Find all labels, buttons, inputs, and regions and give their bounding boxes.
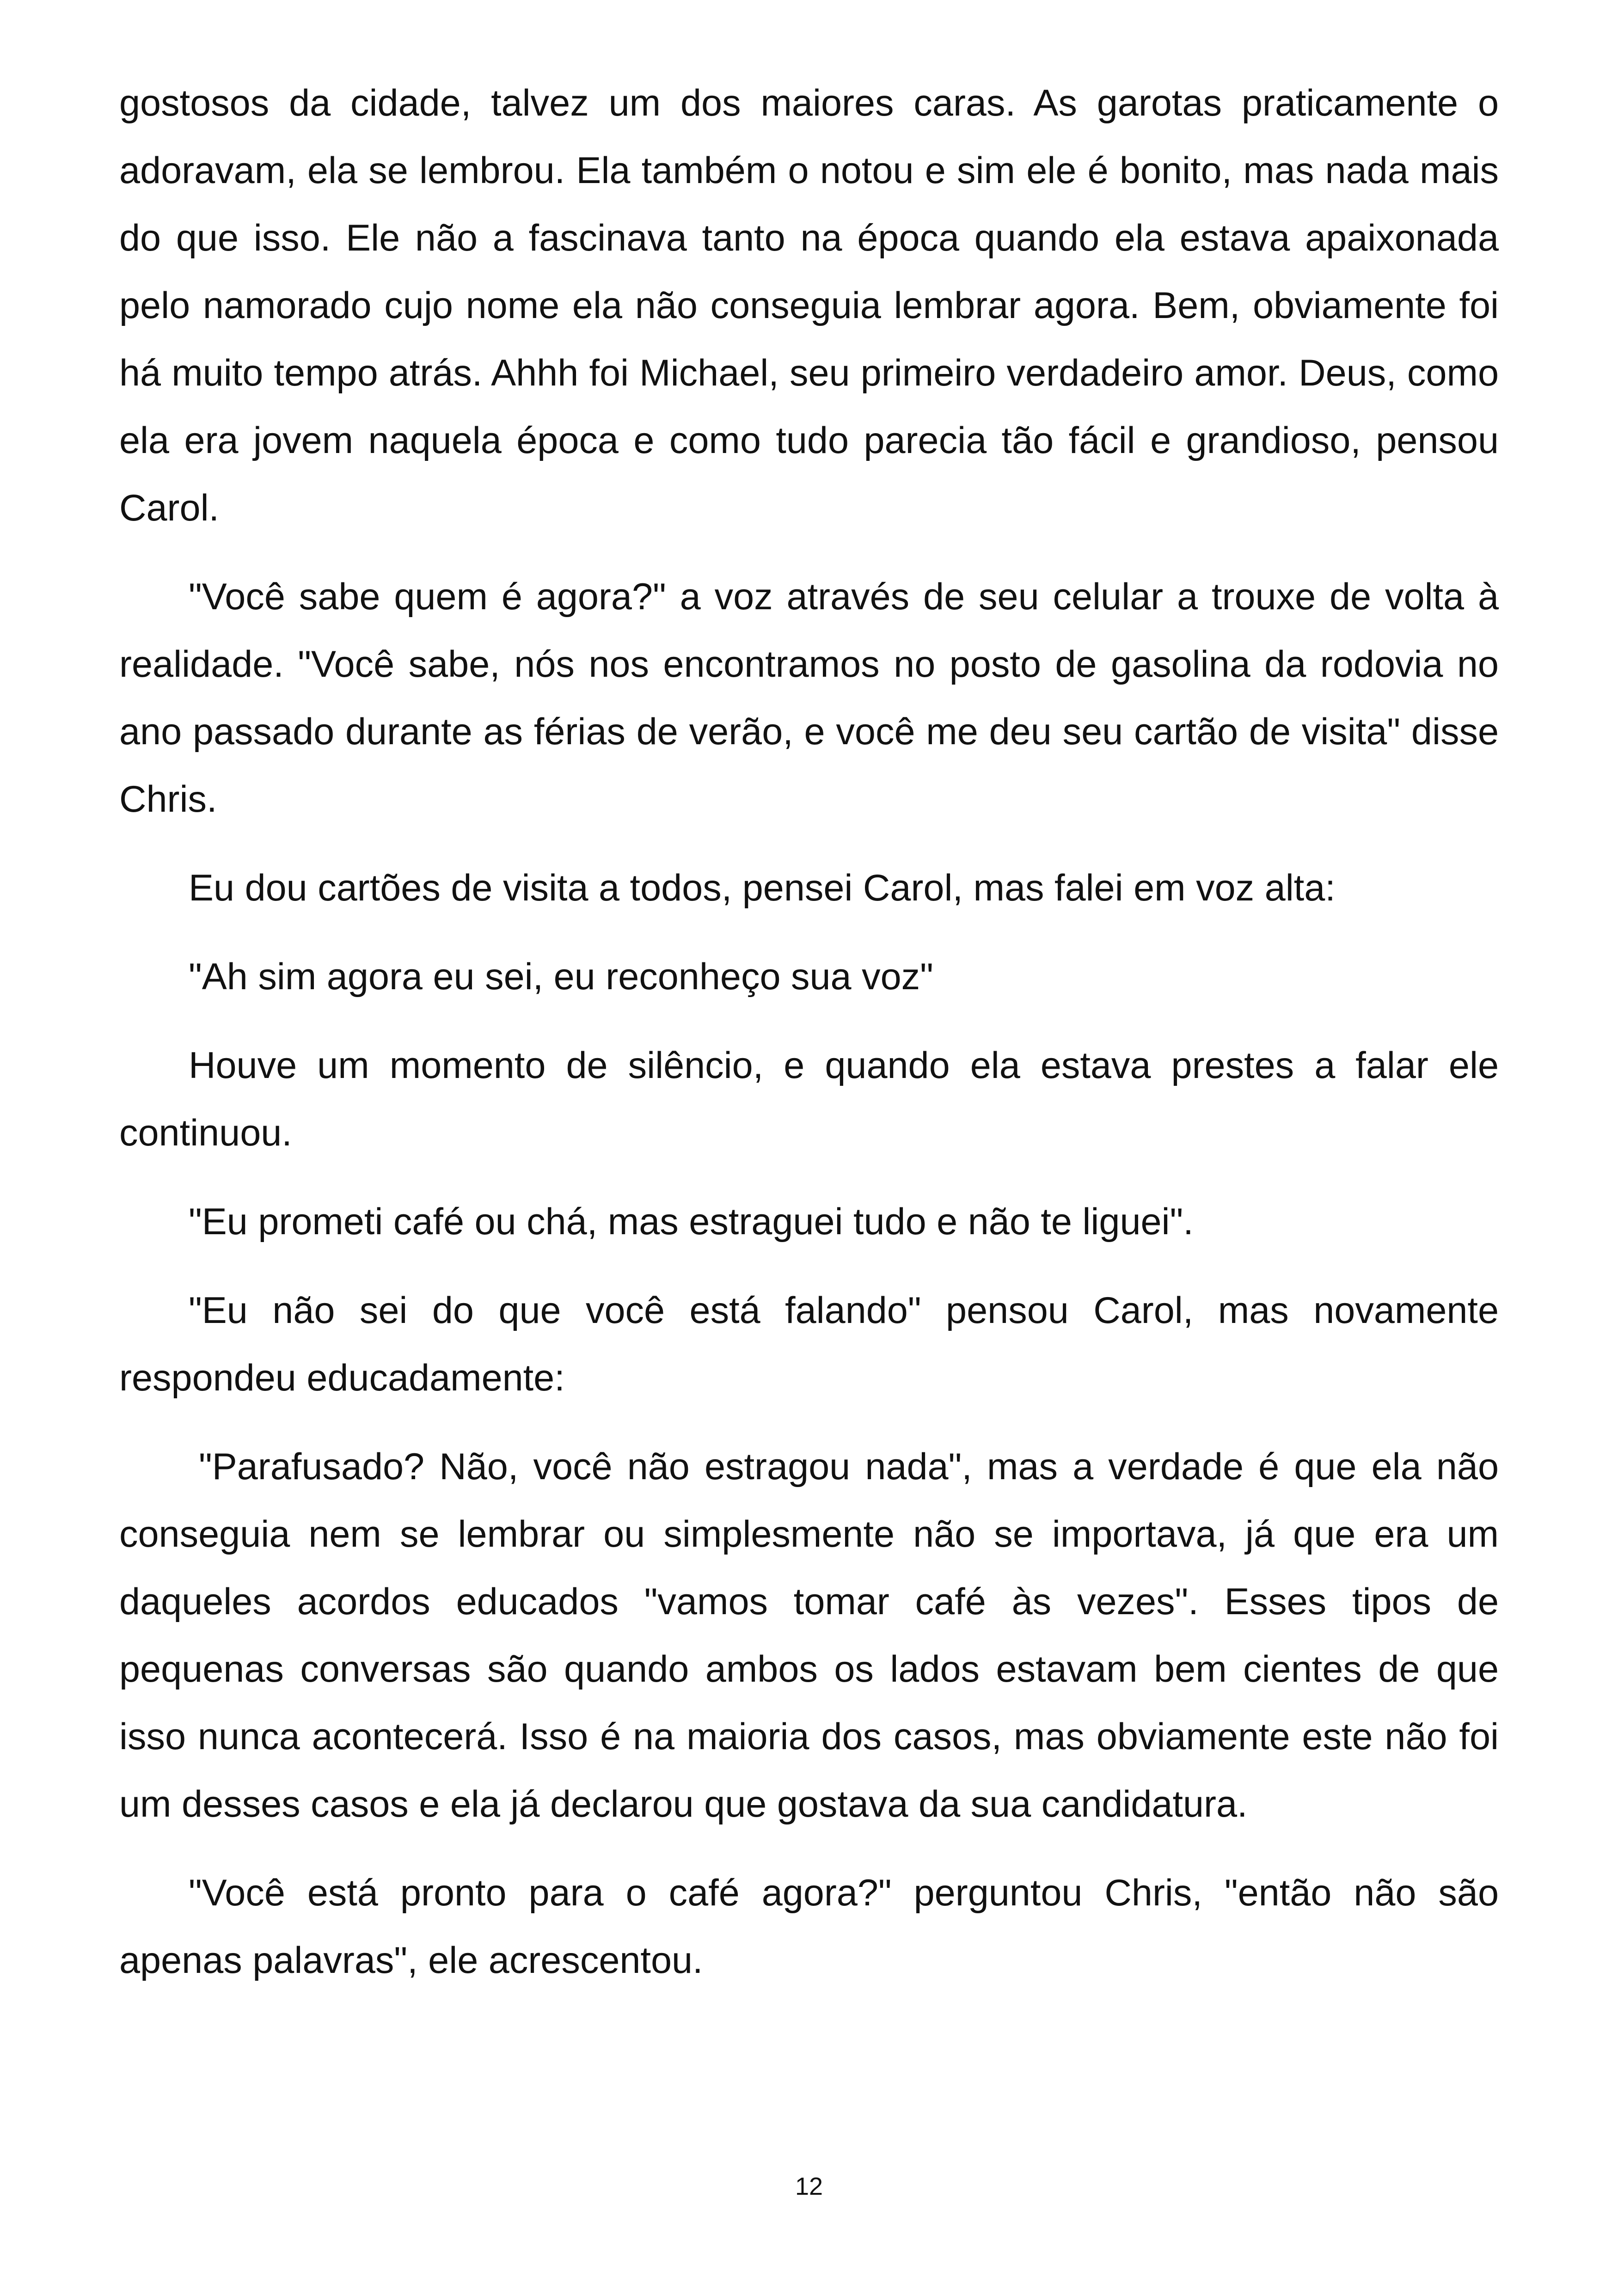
paragraph-9: "Você está pronto para o café agora?" perguntou Chris, "então não são apenas palavras", ele acrescentou.	[119, 1872, 1499, 1981]
paragraph-1: gostosos da cidade, talvez um dos maiores caras. As garotas praticamente o adoravam, ela se lembrou. Ela também o notou e sim ele é bonito, mas nada mais do que isso. Ele não a fascinava tanto na época quando ela estava apaixonada pelo namorado cujo nome ela não conseguia lembrar agora. Bem, obviamente foi há muito tempo atrás. Ahhh foi Michael, seu primeiro verdadeiro amor. Deus, como ela era jovem naquela época e como tudo parecia tão fácil e grandioso, pensou Carol.	[119, 82, 1499, 529]
paragraph-2: "Você sabe quem é agora?" a voz através de seu celular a trouxe de volta à realidade. "Você sabe, nós nos encontramos no posto de gasolina da rodovia no ano passado durante as férias de verão, e você me deu seu cartão de visita" disse Chris.	[119, 576, 1499, 820]
body-text	[119, 69, 1499, 2015]
page-number: 12	[795, 2173, 823, 2200]
paragraph-6: "Eu prometi café ou chá, mas estraguei tudo e não te liguei".	[189, 1201, 1194, 1243]
paragraph-7: "Eu não sei do que você está falando" pensou Carol, mas novamente respondeu educadamente:	[119, 1290, 1499, 1399]
paragraph-5: Houve um momento de silêncio, e quando ela estava prestes a falar ele continuou.	[119, 1045, 1499, 1154]
paragraph-8: "Parafusado? Não, você não estragou nada", mas a verdade é que ela não conseguia nem se lembrar ou simplesmente não se importava, já que era um daqueles acordos educados "vamos tomar café às vezes". Esses tipos de pequenas conversas são quando ambos os lados estavam bem cientes de que isso nunca acontecerá. Isso é na maioria dos casos, mas obviamente este não foi um desses casos e ela já declarou que gostava da sua candidatura.	[119, 1446, 1499, 1825]
paragraph-3: Eu dou cartões de visita a todos, pensei Carol, mas falei em voz alta:	[189, 867, 1336, 909]
paragraph-4: "Ah sim agora eu sei, eu reconheço sua voz"	[189, 956, 933, 998]
